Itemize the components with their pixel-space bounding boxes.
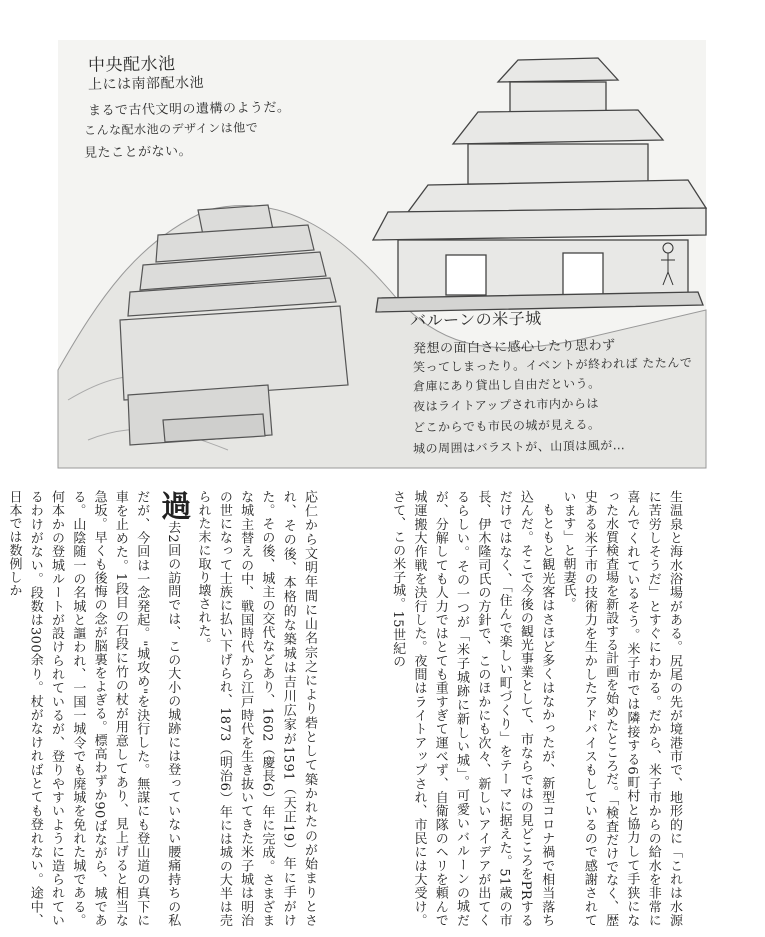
caption-title: バルーンの米子城 <box>409 308 542 331</box>
note-line: 中央配水池 <box>87 54 176 76</box>
drop-cap: 過 <box>155 490 191 521</box>
article-paragraph-2 <box>3 490 192 927</box>
article-column-left <box>6 490 320 927</box>
note-line: 見たことがない。 <box>83 144 193 161</box>
caption-line: どこからでも市民の城が見える。 <box>412 417 601 435</box>
sketch-illustration <box>58 40 706 468</box>
note-line: まるで古代文明の遺構のようだ。 <box>87 100 291 119</box>
article-column-right <box>390 490 685 927</box>
caption-line: 夜はライトアップされ市内からは <box>412 396 600 414</box>
balloon-castle-drawing <box>373 58 706 312</box>
note-line: 上には南部配水池 <box>87 74 205 94</box>
article-paragraph-text: 去2回の訪問では、この大小の城跡には登っていない腰痛持ちの私だが、今回は一念発起。"城攻め"を決行した。無謀にも登山道の真下に車を止めた。1段目の石段に竹の杖が用意してあり、見上げると相当な急坂。早くも後悔の念が脳裏をよぎる。標高わずか90ばながら、城である。山陰随一の名城と謳われ、一国一城令でも廃城を免れた城である。何本かの登城ルートが設けられているが、登りやすいように造られているわけがない。段数は300余り。杖がなければとても登れない。途中、日本では数例しか <box>6 490 181 927</box>
note-line: こんな配水池のデザインは他で <box>83 120 259 138</box>
article-paragraph: もともと観光客はさほど多くはなかったが、新型コロナ禍で相当落ち込んだ。そこで今後の観光事業として、市ならではの見どころをPRするだけではなく、「住んで楽しい町づくり」をテーマに据えた。51歳の市長、伊木隆司氏の方針で、このほかにも次々、新しいアイデアが出てくるらしい。その一つが「米子城跡に新しい城」。可愛いバルーンの城だが、分解しても人力ではとても重すぎて運べず、自衛隊のヘリを頼んで城運搬大作戦を決行した。夜間はライトアップされ、市民には大受け。さて、この米子城。15世紀の <box>390 490 555 927</box>
caption-line: 発想の面白さに感心したり思わず <box>412 338 616 357</box>
caption-line: 倉庫にあり貸出し自由だという。 <box>412 376 601 394</box>
caption-line: 笑ってしまったり。イベントが終われば たたんで <box>412 355 693 375</box>
article-paragraph: 応仁から文明年間に山名宗之により砦として築かれたのが始まりとされ、その後、本格的な築城は吉川広家が1591（天正19）年に手がけた。その後、城主の交代などあり、1602（慶長6）年に完成。さまざまな城主替えの中、戦国時代から江戸時代を生き抜いてきた米子城は明治の世になって士族に払い下げられ、1873（明治6）年には城の大半は売られた末に取り壊された。 <box>195 490 317 927</box>
article-paragraph: 生温泉と海水浴場がある。尻尾の先が境港市で、地形的に「これは水源に苦労しそうだ」とすぐにわかる。だから、米子市からの給水を非常に喜んでくれているそう。米子市では隣接する6町村と協力して手狭になった水質検査場を新設する計画を始めたところだ。「検査だけでなく、歴史ある米子市の技術力を生かしたアドバイスもしているので感謝されています」と朝妻氏。 <box>560 490 682 927</box>
caption-line: 城の周囲はバラストが、山頂は風が… <box>412 438 626 456</box>
